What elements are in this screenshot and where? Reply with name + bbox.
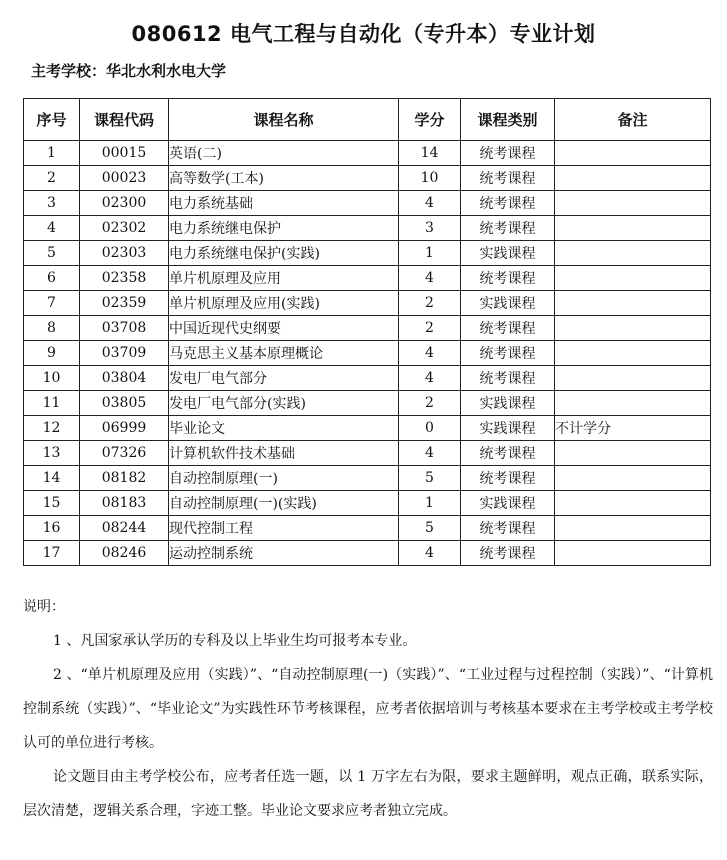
cell-category: 统考课程 [461,341,555,366]
cell-remark [555,391,711,416]
cell-remark [555,266,711,291]
cell-code: 03708 [80,316,169,341]
page-title: 080612 电气工程与自动化（专升本）专业计划 [131,22,596,46]
cell-index: 8 [24,316,80,341]
cell-index: 1 [24,141,80,166]
cell-name: 毕业论文 [169,416,399,441]
cell-category: 统考课程 [461,216,555,241]
cell-remark [555,341,711,366]
table-row [24,266,711,291]
cell-credits: 2 [399,316,461,341]
cell-remark [555,366,711,391]
cell-index: 14 [24,466,80,491]
cell-category: 统考课程 [461,316,555,341]
cell-credits: 2 [399,391,461,416]
cell-credits: 3 [399,216,461,241]
cell-name: 运动控制系统 [169,541,399,566]
cell-index: 3 [24,191,80,216]
cell-category: 统考课程 [461,166,555,191]
cell-category: 统考课程 [461,466,555,491]
cell-name: 电力系统继电保护 [169,216,399,241]
table-row [24,316,711,341]
cell-credits: 10 [399,166,461,191]
table-row [24,541,711,566]
cell-index: 7 [24,291,80,316]
cell-index: 11 [24,391,80,416]
cell-credits: 4 [399,541,461,566]
cell-remark [555,191,711,216]
cell-remark [555,291,711,316]
cell-credits: 4 [399,441,461,466]
cell-code: 02358 [80,266,169,291]
header-name: 课程名称 [169,99,399,141]
cell-credits: 4 [399,341,461,366]
cell-index: 16 [24,516,80,541]
table-row [24,241,711,266]
cell-name: 发电厂电气部分(实践) [169,391,399,416]
cell-remark [555,166,711,191]
table-row [24,366,711,391]
table-row [24,191,711,216]
cell-index: 13 [24,441,80,466]
cell-index: 17 [24,541,80,566]
cell-credits: 4 [399,266,461,291]
cell-category: 统考课程 [461,266,555,291]
cell-index: 10 [24,366,80,391]
cell-name: 高等数学(工本) [169,166,399,191]
cell-index: 5 [24,241,80,266]
cell-code: 08246 [80,541,169,566]
table-row [24,341,711,366]
cell-name: 中国近现代史纲要 [169,316,399,341]
table-header-row [24,99,711,141]
cell-remark: 不计学分 [555,416,711,441]
cell-name: 电力系统继电保护(实践) [169,241,399,266]
cell-name: 电力系统基础 [169,191,399,216]
cell-code: 02303 [80,241,169,266]
cell-index: 9 [24,341,80,366]
cell-category: 实践课程 [461,491,555,516]
cell-category: 实践课程 [461,416,555,441]
table-row [24,291,711,316]
cell-category: 统考课程 [461,366,555,391]
cell-name: 现代控制工程 [169,516,399,541]
cell-credits: 0 [399,416,461,441]
course-plan-table [23,98,711,566]
table-row [24,441,711,466]
cell-code: 08182 [80,466,169,491]
cell-category: 统考课程 [461,191,555,216]
cell-credits: 1 [399,491,461,516]
table-row [24,491,711,516]
cell-remark [555,141,711,166]
cell-credits: 1 [399,241,461,266]
cell-code: 06999 [80,416,169,441]
cell-remark [555,316,711,341]
cell-category: 统考课程 [461,541,555,566]
cell-remark [555,441,711,466]
cell-category: 统考课程 [461,441,555,466]
cell-name: 自动控制原理(一) [169,466,399,491]
table-row [24,141,711,166]
cell-category: 统考课程 [461,141,555,166]
cell-index: 6 [24,266,80,291]
cell-name: 单片机原理及应用 [169,266,399,291]
cell-category: 统考课程 [461,516,555,541]
cell-credits: 5 [399,516,461,541]
school-label: 主考学校：华北水利水电大学 [31,62,227,80]
cell-index: 4 [24,216,80,241]
cell-credits: 4 [399,191,461,216]
cell-code: 03709 [80,341,169,366]
note-item-1: 1 、凡国家承认学历的专科及以上毕业生均可报考本专业。 [53,633,417,649]
table-row [24,166,711,191]
cell-index: 12 [24,416,80,441]
table-row [24,416,711,441]
cell-code: 08183 [80,491,169,516]
cell-name: 发电厂电气部分 [169,366,399,391]
header-code: 课程代码 [80,99,169,141]
header-credits: 学分 [399,99,461,141]
note-item-2: 2 、“单片机原理及应用（实践）”、“自动控制原理(一)（实践）”、“工业过程与过程控制（实践）”、“计算机控制系统（实践）”、“毕业论文”为实践性环节考核课程，应考者依据培训与考核基本要求在主考学校或主考学校认可的单位进行考核。 [23,667,713,751]
cell-category: 实践课程 [461,291,555,316]
header-remark: 备注 [555,99,711,141]
cell-remark [555,541,711,566]
cell-credits: 14 [399,141,461,166]
cell-remark [555,491,711,516]
header-index: 序号 [24,99,80,141]
cell-category: 实践课程 [461,391,555,416]
cell-name: 计算机软件技术基础 [169,441,399,466]
cell-index: 2 [24,166,80,191]
cell-remark [555,241,711,266]
table-row [24,466,711,491]
table-row [24,391,711,416]
cell-remark [555,466,711,491]
cell-code: 08244 [80,516,169,541]
cell-name: 自动控制原理(一)(实践) [169,491,399,516]
cell-code: 02302 [80,216,169,241]
header-category: 课程类别 [461,99,555,141]
cell-index: 15 [24,491,80,516]
cell-name: 单片机原理及应用(实践) [169,291,399,316]
cell-remark [555,216,711,241]
cell-name: 马克思主义基本原理概论 [169,341,399,366]
cell-category: 实践课程 [461,241,555,266]
cell-code: 02300 [80,191,169,216]
cell-name: 英语(二) [169,141,399,166]
cell-code: 00023 [80,166,169,191]
cell-code: 03805 [80,391,169,416]
cell-credits: 2 [399,291,461,316]
cell-remark [555,516,711,541]
notes-section [23,590,713,828]
notes-heading: 说明： [23,599,65,615]
cell-code: 02359 [80,291,169,316]
cell-code: 07326 [80,441,169,466]
cell-credits: 5 [399,466,461,491]
cell-code: 03804 [80,366,169,391]
table-row [24,216,711,241]
table-row [24,516,711,541]
cell-code: 00015 [80,141,169,166]
note-item-3: 论文题目由主考学校公布，应考者任选一题，以 1 万字左右为限，要求主题鲜明，观点正确，联系实际，层次清楚，逻辑关系合理，字迹工整。毕业论文要求应考者独立完成。 [23,769,713,819]
cell-credits: 4 [399,366,461,391]
